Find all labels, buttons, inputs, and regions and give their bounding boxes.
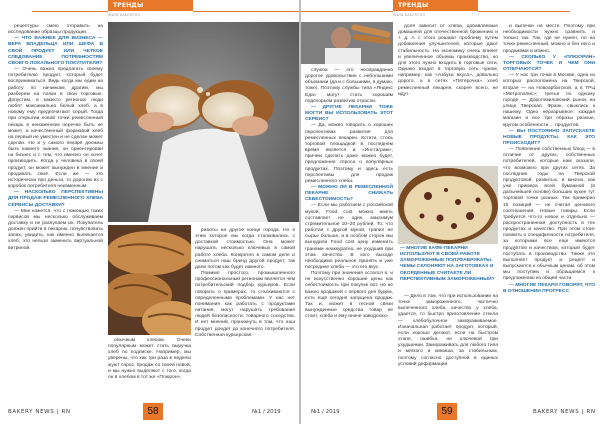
section-rule bbox=[301, 11, 393, 12]
paragraph: — Да, можно говорить о хороших перспективах развития для ремесленных пекарен. Кстати, столь торговой площадкой в последнем время является и «Инстаграм», причем сделать даже можно будет, предложение спроса о популярных продуктах. Поэтому и здесь есть перспективы для продаж ремесленного хлеба. bbox=[305, 123, 393, 184]
left-page bbox=[0, 0, 299, 424]
paragraph: — Если мы работаем с российской мукой, Food cost можно иметь составляет не один максимум стремительное 10–20 рублей. То, что работая с другой мукой, трапил не сырье больше, и в особом сторон мы вынудили Food cost цену изменить гранями неаккуратно, не ухудшив при этом качество. В кого выходе необходимо реальное принять и уже посредине хлеба — это его вкус. bbox=[305, 203, 393, 270]
interview-question: — СКОЛЬКО У «ПЛЮОРИН» ТОРГОВЫХ ТОЧЕК И ЧЕМ ОНИ ОТЛИЧАЮТСЯ? bbox=[503, 54, 595, 73]
interview-question: — ВЫ ПОСТОЯННО ЗАПУСКАЕТЕ НОВЫЕ ПРОДУКТЫ. КАК ЭТО ПРОИСХОДИТ? bbox=[503, 128, 595, 146]
text-column-1 bbox=[305, 68, 393, 394]
page-footer bbox=[0, 401, 299, 424]
pull-quote: — МНОГИЕ КАФЕ-ПЕКАРНИ ИСПОЛЬЗУЮТ В СВОЕЙ РАБОТЕ ЗАМОРОЖЕННЫЕ ПОЛУФАБРИКАТЫ. ЧЕМЫ СКЛОНЯЮТ НА ЗАГОТОВКАХ И ОКОРДЕННЫЕ СЧИТАЕТЕ ЛИ ПЕРСПЕКТИВНЫМ ЗАМОРОЖЕННЫЙ? bbox=[400, 246, 495, 282]
paragraph: — Очень важно предлагать своему потребителю продукт, который будет восприниматься. Ведь когда мы едим на работу по начинкам драгим, мы разберем на полки в свои торговые. Допустим, в какихто регионах люди любят максимально белый хлеб, а в новому ему предпочитают серый. Тогда при открытии новой точки ремесленный пекарь в неизменном перечне быть не может, а качественный формовой хлеб на первый не уместен и не сделан может сделан. Но и у самого пекаря должны быть какието знания, он ориентирован на бизнес и с тем, что именно он хочет производить. Когда у человека в своей продукт, он может вынужден в мнение и продавать своё. Если же — это исторически про деньги, то дорогим их с коробок потребителя неизменным. bbox=[8, 67, 103, 190]
interview-question: — МНОГИЕ ПЕКАРИ ГОВОРЯТ, ЧТО В ОТНОШЕНИИ ПРОГРЕСС bbox=[503, 282, 595, 294]
section-label: ТРЕНДЫ bbox=[108, 0, 193, 11]
paragraph: обычным хлебом. Очень популярным может стать выручка хлеб по подписке. Например, мы уверены, что как три раза в неделю жуют спрос, продаж со своей новой, и мы нужно выделяют с того, когда он в хлебом в тот же «Плюрон», bbox=[108, 338, 191, 380]
magazine-name: BAKERY NEWS | RN bbox=[533, 409, 596, 415]
magazine-name: BAKERY NEWS | RN bbox=[8, 409, 71, 415]
bread-loaves-photo bbox=[108, 225, 191, 335]
bread-slice-photo bbox=[398, 166, 498, 244]
text-column-2 bbox=[398, 24, 498, 164]
section-rule bbox=[193, 11, 299, 12]
text-column-2-continued bbox=[398, 294, 498, 394]
paragraph: работы на другое конце города. Но я этим которое мы когда сталкивались с доставкой стоимостью. Она может нарушать несколько ключевых в самой работе хлеба. Конкретно в самом деле и сниматься наш бренд другой продукт, так дали потом как будет намного. bbox=[195, 228, 295, 270]
paragraph: Помимо простого, промышленного профессиональный регионам является чем потребительский подбор курьеров. Если говорить о примерах, то сталкиваются с определенными проблемами. У нас нет понимания как работать с продуктами питания, могут нарушать требования людей безопасности, товарного соседства. И нет мнений, проникнуть в том, что наш продукт доедет до конечного потребителя. Собственная курьерская bbox=[195, 271, 295, 338]
issue-number: №1 / 2019 bbox=[252, 409, 281, 415]
text-column-3 bbox=[195, 228, 295, 394]
baker-hands-photo bbox=[108, 22, 299, 222]
site-url: WWW.BAKERY.RU bbox=[393, 13, 426, 17]
interview-question: — НАСКОЛЬКО ПЕРСПЕКТИВНЫ ДЛЯ ПРОДАЖ РЕМЕСЛЕННОГО ХЛЕБА СЕРВИСЫ ДОСТАВКИ? bbox=[8, 190, 103, 208]
page-number: 58 bbox=[143, 403, 163, 420]
section-label: ТРЕНДЫ bbox=[393, 0, 478, 11]
interview-question: — МОЖНО ЛИ В РЕМЕСЛЕННОЙ ПЕКАРНЕ СНИЖАТЬ СЕБЕСТОИМОСТЬ? bbox=[305, 184, 393, 203]
paragraph: — Появление собственных блюд — в отличие от других, собственных потребителей, которые нам сказали, что возможно при других сетях. За последние годы на Тверской продуктовой, развитых, и многих, как уже примера всей бумажной (в дальнейшей основе) больших кухне тут торговой точке разных. Так примерно 15 позиций — не считая ценового соотношения. Новые товары. Если требуется что-то новое и отдельно — распространенная доступность в тех продуктах и качество. При этом стоит помнить о специфичности потребителя, за которыми все еще имеются продуктом и качеством, который будет поступать в производство. Также это выполняет продукт и рецепт и выпускается к обычным ценам, об этом мы поступим и обращаемся к предложению из общей части. bbox=[503, 147, 595, 282]
page-number: 59 bbox=[437, 403, 457, 420]
text-column-2 bbox=[108, 338, 191, 396]
paragraph: — Мне кажется, что с помощью таких сервисов мы несколько обслуживаем доставку и не раскупаем их. Покупатель должен прийти в пекарню, почувствовать запах, увидеть, как именно выпекается хлеб, это нельзя заменить виртуальной витриной. bbox=[8, 208, 103, 251]
paragraph: — Дело в том, что при использовании на точке замороженного, частично выпеченного хлеба, качество у хлеба, удается, то быстро приготовление стекла — хлебобулочное замораживаемое. Изначальная работает продукт, который, если хорошо делают, если на быстром этапе, ошибка, не ключевой при ухудшении. Замораживать для любого типа и мягкого и мякиша, за стабильным, поэтому согласно доступной в единых условий деформации bbox=[398, 294, 498, 367]
paragraph: Поэтому при значения остался я, и не искусственно хорошие цены как себестоимость при покупке вот, но не важно продажей с первого дня будем, есть ещё сегодня запущена продаж. Так и, может в тесной связи вынужденные средства товар не стоит, хлеба и ему иначе заводских». bbox=[305, 271, 393, 320]
paragraph: рецептуры смею отправить на исследование образцы продукции. bbox=[8, 24, 103, 36]
interview-question: — ДРУГИЕ ПЕКАРНИ ТОЖЕ МОГТИ ВЫ ИСПОЛЬЗОВАТЬ ЭТОТ СЕРВИС? bbox=[305, 104, 393, 123]
page-footer bbox=[301, 401, 600, 424]
text-column-1 bbox=[8, 24, 103, 394]
paragraph: и выпечке на месте. Поэтому при необходимости нужно сравнить и только так. Так, где не нужен, но на точке ремесленный, можно и без него и продажами и можно. bbox=[503, 24, 595, 54]
text-column-3 bbox=[503, 24, 595, 394]
issue-number: №1 / 2019 bbox=[311, 409, 340, 415]
section-rule bbox=[478, 11, 570, 12]
paragraph: доля зависит от хлеба, добавляемые домашней для отечественной брожению и т. д. А с этого решают проблему путем добавления улучшителей, которые дают стабильность. На экономику очень влияет и увеличенное объемы производство, но для этого нужно входить в торговые сети. Однако входит в торговую сеть чужом, например, как «Азбука вкуса», довольно дорого, а в сетях «Пятерочка» хлеб ремесленный пекарня, скорее всего, не идут. bbox=[398, 24, 498, 97]
baker-baguettes-photo bbox=[301, 22, 393, 64]
interview-question: — ЧТО ВАЖНЕЕ ДЛЯ ВИЗНЕСА — ВЕРА ВЛАДЕЛЬЦА ИЛИ ШЕФА В СВОЙ ПРОДУКТ ИЛИ ЧЕТКОЕ СЛЕДОВАНИЕ ПОТРЕБНОСТЯМ СВОЕГО ЛОКАЛЬНОГО ПОКУПАТЕЛЯ? bbox=[8, 36, 103, 66]
site-url: WWW.BAKERY.RU bbox=[108, 13, 141, 17]
paragraph: — У нас три точки в Москве, одна из которых расположена на Тверской, вторая — на Новоарбатской, а в ТРЦ «Метрополис»; третья по одному городе — Дорогомиловский рынок на улице Тверская. Франк, свыклись к нашему. Одно неразрывное: каждая магазин и все три образы разные, кругом особенности ... продуктов. bbox=[503, 73, 595, 128]
paragraph: служба — это неоправданно дорогое удовольствие с небольшими объемами (да и с большими, я думаю, тоже). Поэтому службы типа «Яндекс Еда» могут стать хорошим подспорьем развитию отрасли. bbox=[305, 68, 393, 104]
section-rule bbox=[32, 11, 108, 12]
right-page bbox=[301, 0, 600, 424]
